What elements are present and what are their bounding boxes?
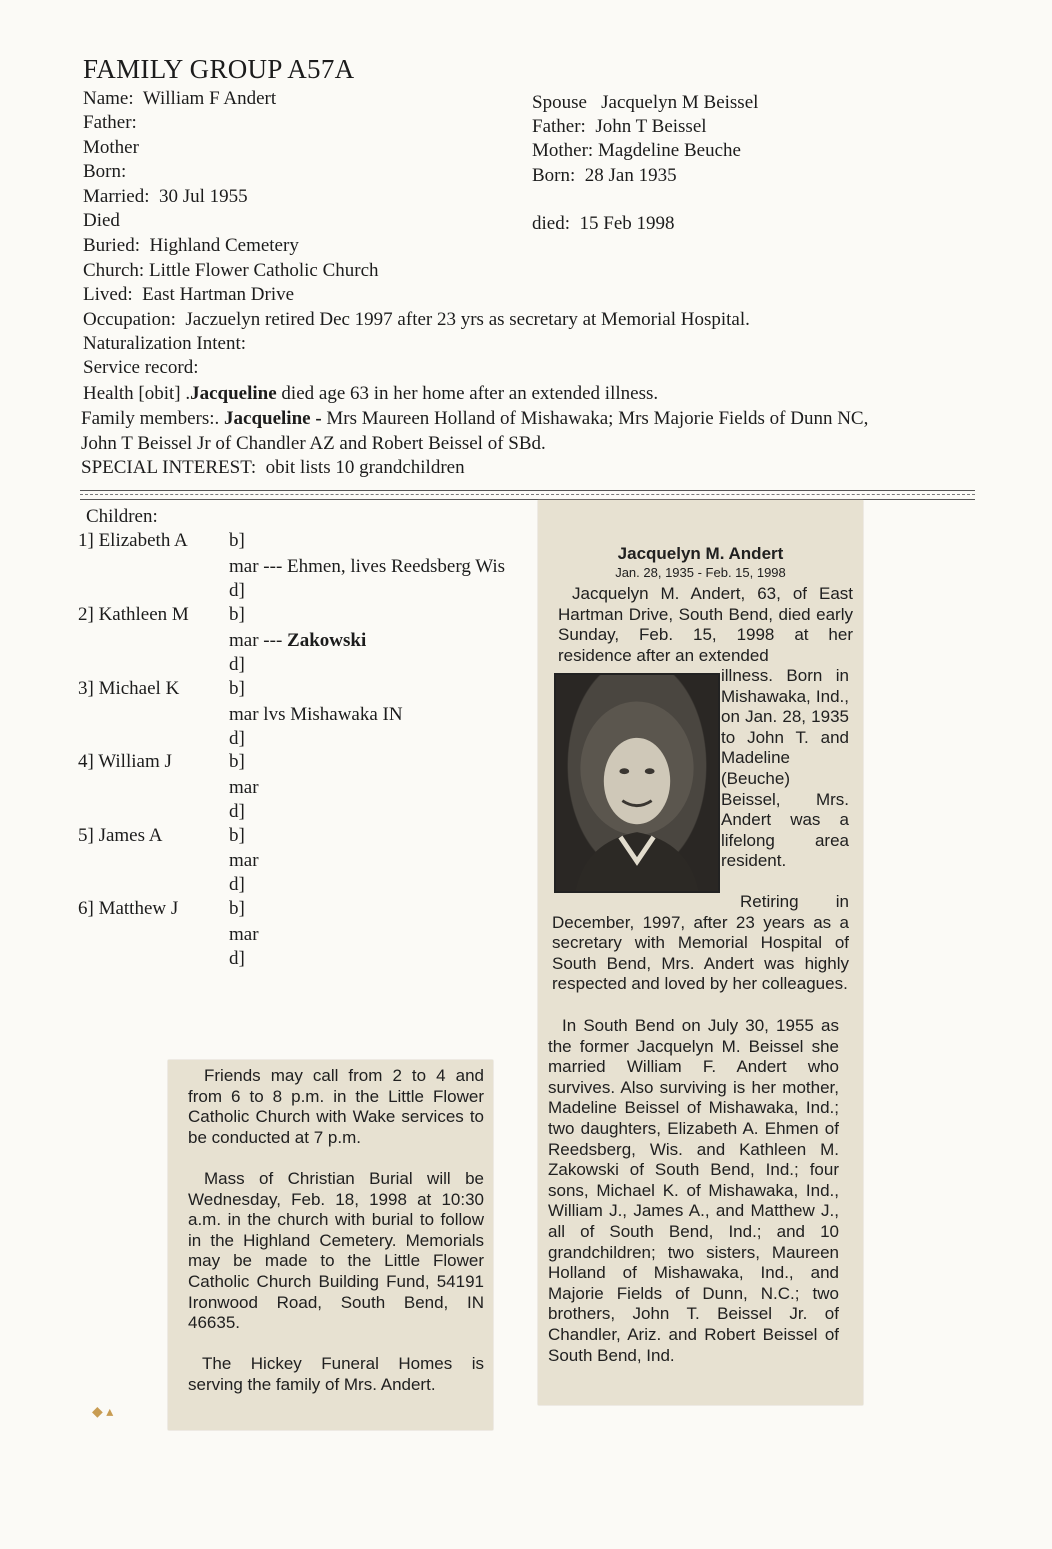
married-row — [83, 186, 248, 208]
child-2-died: d] — [229, 654, 245, 675]
child-6-married: mar — [229, 924, 259, 945]
child-2-born: b] — [229, 604, 245, 625]
child-4-died: d] — [229, 801, 245, 822]
obituary-paragraph-3: Retiring in December, 1997, after 23 years as a secretary with Memorial Hospital of South Bend, Mrs. Andert was highly respected and loved by her colleagues. — [552, 892, 849, 994]
buried-row — [83, 235, 299, 257]
child-1-married: mar --- Ehmen, lives Reedsberg Wis — [229, 556, 506, 577]
child-4-married: mar — [229, 777, 259, 798]
occupation-row — [83, 309, 750, 331]
spouse-died-row — [532, 213, 675, 235]
child-2-name: 2] Kathleen M — [78, 604, 189, 625]
mother-label: Mother — [83, 137, 139, 158]
child-5-died: d] — [229, 874, 245, 895]
obituary-dates: Jan. 28, 1935 - Feb. 15, 1998 — [615, 565, 786, 580]
health-name: Jacqueline — [190, 383, 277, 404]
family-label: Family members:. — [81, 408, 220, 429]
occupation-label: Occupation: — [83, 309, 176, 330]
section-divider — [80, 490, 975, 500]
paper-smudge-icon: ◆ ▴ — [92, 1405, 114, 1420]
child-3-died: d] — [229, 728, 245, 749]
spouse-mother-row — [532, 140, 741, 162]
name-value: William F Andert — [142, 88, 277, 109]
father-label: Father: — [83, 112, 137, 133]
service-label: Service record: — [83, 357, 199, 378]
health-value: died age 63 in her home after an extended illness. — [281, 383, 659, 404]
spouse-value: Jacquelyn M Beissel — [601, 92, 759, 113]
spouse-born-label: Born: — [532, 165, 576, 186]
child-1-born: b] — [229, 530, 245, 551]
children-label: Children: — [86, 506, 158, 527]
page-title: FAMILY GROUP A57A — [83, 54, 355, 84]
spouse-father-value: John T Beissel — [595, 116, 707, 137]
child-4-name: 4] William J — [78, 751, 172, 772]
buried-label: Buried: — [83, 235, 140, 256]
name-label: Name: — [83, 88, 134, 109]
spouse-label: Spouse — [532, 92, 587, 113]
family-row — [81, 408, 868, 430]
child-6-born: b] — [229, 898, 245, 919]
spouse-born-row — [532, 165, 677, 187]
obituary-paragraph-2: illness. Born in Mishawaka, Ind., on Jan. 28, 1935 to John T. and Madeline (Beuche) Beissel, Mrs. Andert was a lifelong area resident. — [721, 666, 849, 871]
special-label: SPECIAL INTEREST: — [81, 457, 257, 478]
spouse-father-row — [532, 116, 707, 138]
family-value-1: Mrs Maureen Holland of Mishawaka; Mrs Majorie Fields of Dunn NC, — [326, 408, 869, 429]
visitation-paragraph: Friends may call from 2 to 4 and from 6 to 8 p.m. in the Little Flower Catholic Church with Wake services to be conducted at 7 p.m. — [188, 1066, 484, 1147]
child-5-married: mar — [229, 850, 259, 871]
child-6-died: d] — [229, 948, 245, 969]
church-value: Little Flower Catholic Church — [148, 260, 379, 281]
obituary-paragraph-1: Jacquelyn M. Andert, 63, of East Hartman Drive, South Bend, died early Sunday, Feb. 15, 1998 at her residence after an extended — [558, 584, 853, 665]
health-row — [83, 383, 658, 405]
child-3-name: 3] Michael K — [78, 678, 180, 699]
church-label: Church: — [83, 260, 145, 281]
lived-label: Lived: — [83, 284, 133, 305]
spouse-mother-label: Mother: — [532, 140, 594, 161]
spouse-row — [532, 92, 758, 114]
married-label: Married: — [83, 186, 150, 207]
lived-value: East Hartman Drive — [142, 284, 295, 305]
husband-name-row — [83, 88, 276, 110]
special-row — [81, 457, 465, 479]
child-1-name: 1] Elizabeth A — [78, 530, 188, 551]
family-value-2: John T Beissel Jr of Chandler AZ and Robert Beissel of SBd. — [81, 433, 546, 454]
spouse-father-label: Father: — [532, 116, 586, 137]
health-label: Health [obit] . — [83, 383, 191, 404]
funeral-details-clipping — [168, 1060, 493, 1430]
child-4-born: b] — [229, 751, 245, 772]
child-5-name: 5] James A — [78, 825, 163, 846]
child-5-born: b] — [229, 825, 245, 846]
lived-row — [83, 284, 294, 306]
born-label: Born: — [83, 161, 127, 182]
church-row — [83, 260, 379, 282]
spouse-died-label: died: — [532, 213, 570, 234]
obituary-name: Jacquelyn M. Andert — [617, 544, 784, 563]
mass-paragraph: Mass of Christian Burial will be Wednesday, Feb. 18, 1998 at 10:30 a.m. in the church with burial to follow in the Highland Cemetery. Memorials may be made to the Little Flower Catholic Church Building Fund, 54191 Ironwood Road, South Bend, IN 46635. — [188, 1169, 484, 1333]
special-value: obit lists 10 grandchildren — [265, 457, 465, 478]
obituary-paragraph-4: In South Bend on July 30, 1955 as the former Jacquelyn M. Beissel she married William F. Andert who survives. Also surviving is her mother, Madeline Beissel of Mishawaka, Ind.; two daughters, Elizabeth A. Ehmen of Reedsberg, Wis. and Kathleen M. Zakowski of South Bend, Ind.; four sons, Michael K. of Mishawaka, Ind., William J., James A., and Matthew J., all of South Bend, Ind.; and 10 grandchildren; two sisters, Maureen Holland of Mishawaka, Ind., and Majorie Fields of Dunn, N.C.; two brothers, John T. Beissel Jr. of Chandler, Ariz. and Robert Beissel of South Bend, Ind. — [548, 1016, 839, 1365]
died-label: Died — [83, 210, 120, 231]
child-2-married: mar --- Zakowski — [229, 630, 367, 651]
buried-value: Highland Cemetery — [149, 235, 299, 256]
spouse-died-value: 15 Feb 1998 — [579, 213, 675, 234]
portrait-photo — [554, 673, 720, 893]
occupation-value: Jaczuelyn retired Dec 1997 after 23 yrs as secretary at Memorial Hospital. — [185, 309, 750, 330]
married-value: 30 Jul 1955 — [158, 186, 248, 207]
child-3-married: mar lvs Mishawaka IN — [229, 704, 403, 725]
spouse-mother-value: Magdeline Beuche — [597, 140, 741, 161]
naturalization-label: Naturalization Intent: — [83, 333, 247, 354]
child-6-name: 6] Matthew J — [78, 898, 179, 919]
child-1-died: d] — [229, 580, 245, 601]
funeral-home-paragraph: The Hickey Funeral Homes is serving the family of Mrs. Andert. — [188, 1354, 484, 1394]
spouse-born-value: 28 Jan 1935 — [584, 165, 677, 186]
child-3-born: b] — [229, 678, 245, 699]
family-name: Jacqueline - — [224, 408, 322, 429]
obituary-clipping — [538, 500, 863, 1405]
